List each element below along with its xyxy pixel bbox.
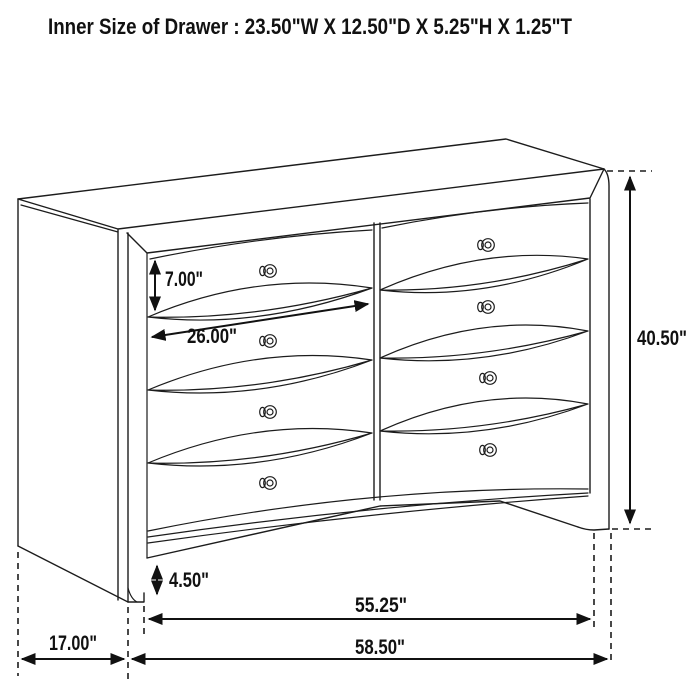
dim-base-height <box>157 566 209 594</box>
drawer-knob <box>260 335 277 348</box>
left-foot <box>128 588 144 602</box>
diagram-title: Inner Size of Drawer : 23.50"W X 12.50"D X 5.25"H X 1.25"T <box>48 14 573 39</box>
dim-label-side-depth: 17.00" <box>49 632 97 655</box>
dim-label-overall-height: 40.50" <box>637 327 687 350</box>
drawer-knob <box>260 406 277 419</box>
dim-overall-width <box>132 636 607 659</box>
right-stile-outer <box>604 169 609 529</box>
center-divider <box>374 223 380 500</box>
drawer-knob <box>480 372 497 385</box>
dim-label-base-height: 4.50" <box>169 569 209 592</box>
drawer-top-edges <box>150 203 588 259</box>
drawer-knob <box>478 301 495 314</box>
dim-label-width-between-feet: 55.25" <box>355 594 407 617</box>
side-panel <box>18 199 128 602</box>
drawer-knob <box>478 239 495 252</box>
dim-overall-height <box>630 177 687 523</box>
drawer-knob <box>260 265 277 278</box>
dim-drawer-front-height <box>155 261 203 310</box>
right-foot <box>578 527 609 530</box>
extension-lines <box>18 171 652 680</box>
top-edge-inner-line <box>21 205 118 232</box>
dresser-top-face <box>18 139 604 229</box>
drawer-knob <box>480 444 497 457</box>
dimension-arrow <box>152 304 368 337</box>
dim-label-drawer-front-width: 26.00" <box>187 325 237 348</box>
dresser-drawing <box>18 139 609 602</box>
drawer-row-lines <box>148 255 588 537</box>
dim-side-depth <box>22 632 124 659</box>
base-apron <box>147 496 588 558</box>
drawer-knob <box>260 477 277 490</box>
dim-label-drawer-front-height: 7.00" <box>165 268 203 291</box>
top-rail-bevel <box>127 169 604 253</box>
dim-width-between-feet <box>149 594 590 619</box>
dim-label-overall-width: 58.50" <box>355 636 405 659</box>
